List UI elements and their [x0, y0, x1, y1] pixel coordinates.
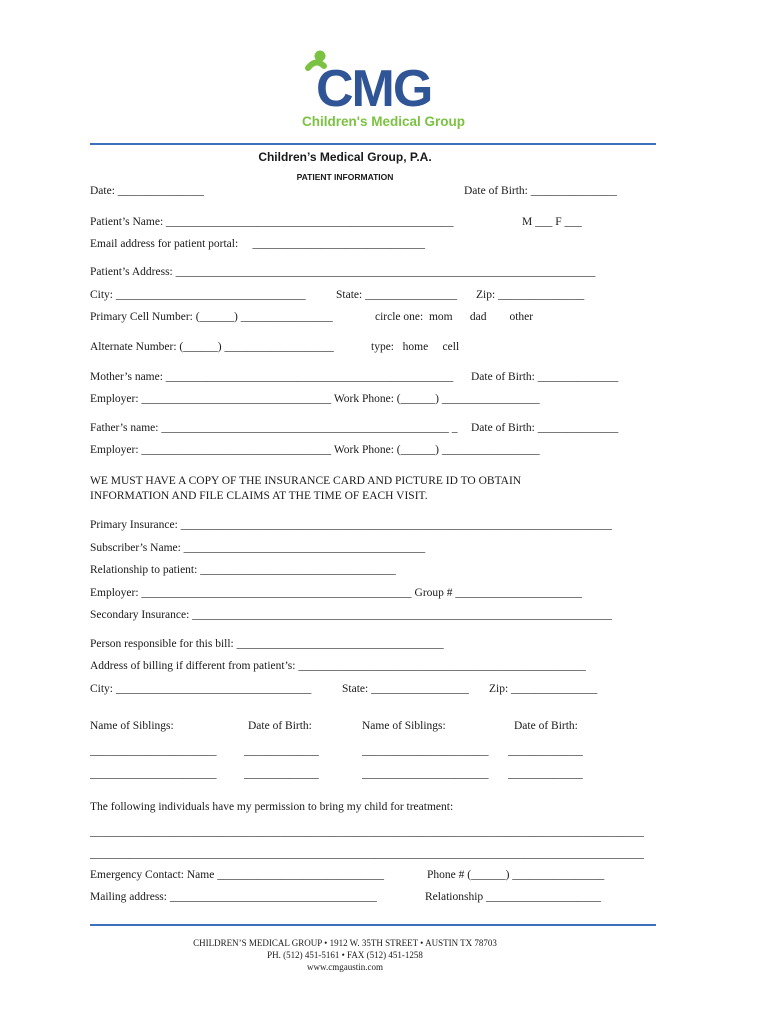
siblings-header-1: Name of Siblings:	[90, 720, 174, 732]
primary-cell-field[interactable]: Primary Cell Number: (______) ________________	[90, 311, 333, 323]
dob-field[interactable]: Date of Birth: _______________	[464, 185, 617, 197]
mailing-address-field[interactable]: Mailing address: ____________________________________	[90, 891, 377, 903]
father-employer-field[interactable]: Employer: _________________________________ Work Phone: (______) _________________	[90, 444, 540, 456]
zip-field[interactable]: Zip: _______________	[476, 289, 585, 301]
relationship-contact-field[interactable]: Relationship ____________________	[425, 891, 602, 903]
org-title: Children’s Medical Group, P.A.	[258, 150, 432, 164]
permission-statement: The following individuals have my permission to bring my child for treatment:	[90, 801, 454, 813]
sibling-dob-4[interactable]: _____________	[508, 768, 583, 780]
cmg-logo	[300, 46, 470, 132]
footer-website[interactable]: www.cmgaustin.com	[307, 962, 383, 972]
sibling-name-4[interactable]: ______________________	[362, 768, 489, 780]
permission-line-2[interactable]: ___________________________________________________________________________________________________	[90, 848, 644, 860]
sibling-name-3[interactable]: ______________________	[90, 768, 217, 780]
billing-city-field[interactable]: City: __________________________________	[90, 683, 312, 695]
city-field[interactable]: City: _________________________________	[90, 289, 306, 301]
sibling-dob-2[interactable]: _____________	[508, 745, 583, 757]
emergency-phone-field[interactable]: Phone # (______) ________________	[427, 869, 605, 881]
sibling-name-2[interactable]: ______________________	[362, 745, 489, 757]
address-field[interactable]: Patient’s Address: _________________________________________________________________________	[90, 266, 596, 278]
emergency-contact-field[interactable]: Emergency Contact: Name _____________________________	[90, 869, 384, 881]
section-title: PATIENT INFORMATION	[296, 172, 394, 182]
father-dob-field[interactable]: Date of Birth: ______________	[471, 422, 619, 434]
relationship-field[interactable]: Relationship to patient: __________________________________	[90, 564, 396, 576]
mother-name-field[interactable]: Mother’s name: __________________________________________________	[90, 371, 454, 383]
subscriber-name-field[interactable]: Subscriber’s Name: __________________________________________	[90, 542, 426, 554]
mother-dob-field[interactable]: Date of Birth: ______________	[471, 371, 619, 383]
permission-line-1[interactable]: ___________________________________________________________________________________________________	[90, 826, 644, 838]
state-field[interactable]: State: ________________	[336, 289, 458, 301]
sibling-name-1[interactable]: ______________________	[90, 745, 217, 757]
alternate-number-field[interactable]: Alternate Number: (______) ___________________	[90, 341, 334, 353]
father-name-field[interactable]: Father’s name: __________________________________________________ _	[90, 422, 458, 434]
footer-address: CHILDREN’S MEDICAL GROUP • 1912 W. 35TH STREET • AUSTIN TX 78703	[193, 938, 497, 948]
billing-zip-field[interactable]: Zip: _______________	[489, 683, 598, 695]
mother-employer-field[interactable]: Employer: _________________________________ Work Phone: (______) _________________	[90, 393, 540, 405]
billing-state-field[interactable]: State: _________________	[342, 683, 469, 695]
top-rule	[90, 143, 656, 145]
secondary-insurance-field[interactable]: Secondary Insurance: _________________________________________________________________________	[90, 609, 612, 621]
insurance-employer-field[interactable]: Employer: _______________________________________________ Group # ______________________	[90, 587, 582, 599]
logo-wordmark: CMG	[316, 60, 432, 118]
responsible-person-field[interactable]: Person responsible for this bill: ____________________________________	[90, 638, 444, 650]
sibling-dob-3[interactable]: _____________	[244, 768, 319, 780]
circle-one-options[interactable]: circle one: mom dad other	[375, 311, 534, 323]
bottom-rule	[90, 924, 656, 926]
logo-subtitle: Children's Medical Group	[302, 114, 465, 129]
insurance-notice-1: WE MUST HAVE A COPY OF THE INSURANCE CARD AND PICTURE ID TO OBTAIN	[90, 475, 522, 487]
sibling-dob-header-2: Date of Birth:	[514, 720, 578, 732]
date-field[interactable]: Date: _______________	[90, 185, 205, 197]
insurance-notice-2: INFORMATION AND FILE CLAIMS AT THE TIME OF EACH VISIT.	[90, 490, 428, 502]
sibling-dob-header-1: Date of Birth:	[248, 720, 312, 732]
email-field[interactable]: Email address for patient portal: ______________________________	[90, 238, 426, 250]
billing-address-field[interactable]: Address of billing if different from patient’s: __________________________________________________	[90, 660, 586, 672]
sex-field[interactable]: M ___ F ___	[522, 216, 582, 228]
siblings-header-2: Name of Siblings:	[362, 720, 446, 732]
type-options[interactable]: type: home cell	[371, 341, 460, 353]
primary-insurance-field[interactable]: Primary Insurance: ___________________________________________________________________________	[90, 519, 612, 531]
patient-name-field[interactable]: Patient’s Name: __________________________________________________	[90, 216, 454, 228]
footer-phone: PH. (512) 451-5161 • FAX (512) 451-1258	[267, 950, 423, 960]
sibling-dob-1[interactable]: _____________	[244, 745, 319, 757]
